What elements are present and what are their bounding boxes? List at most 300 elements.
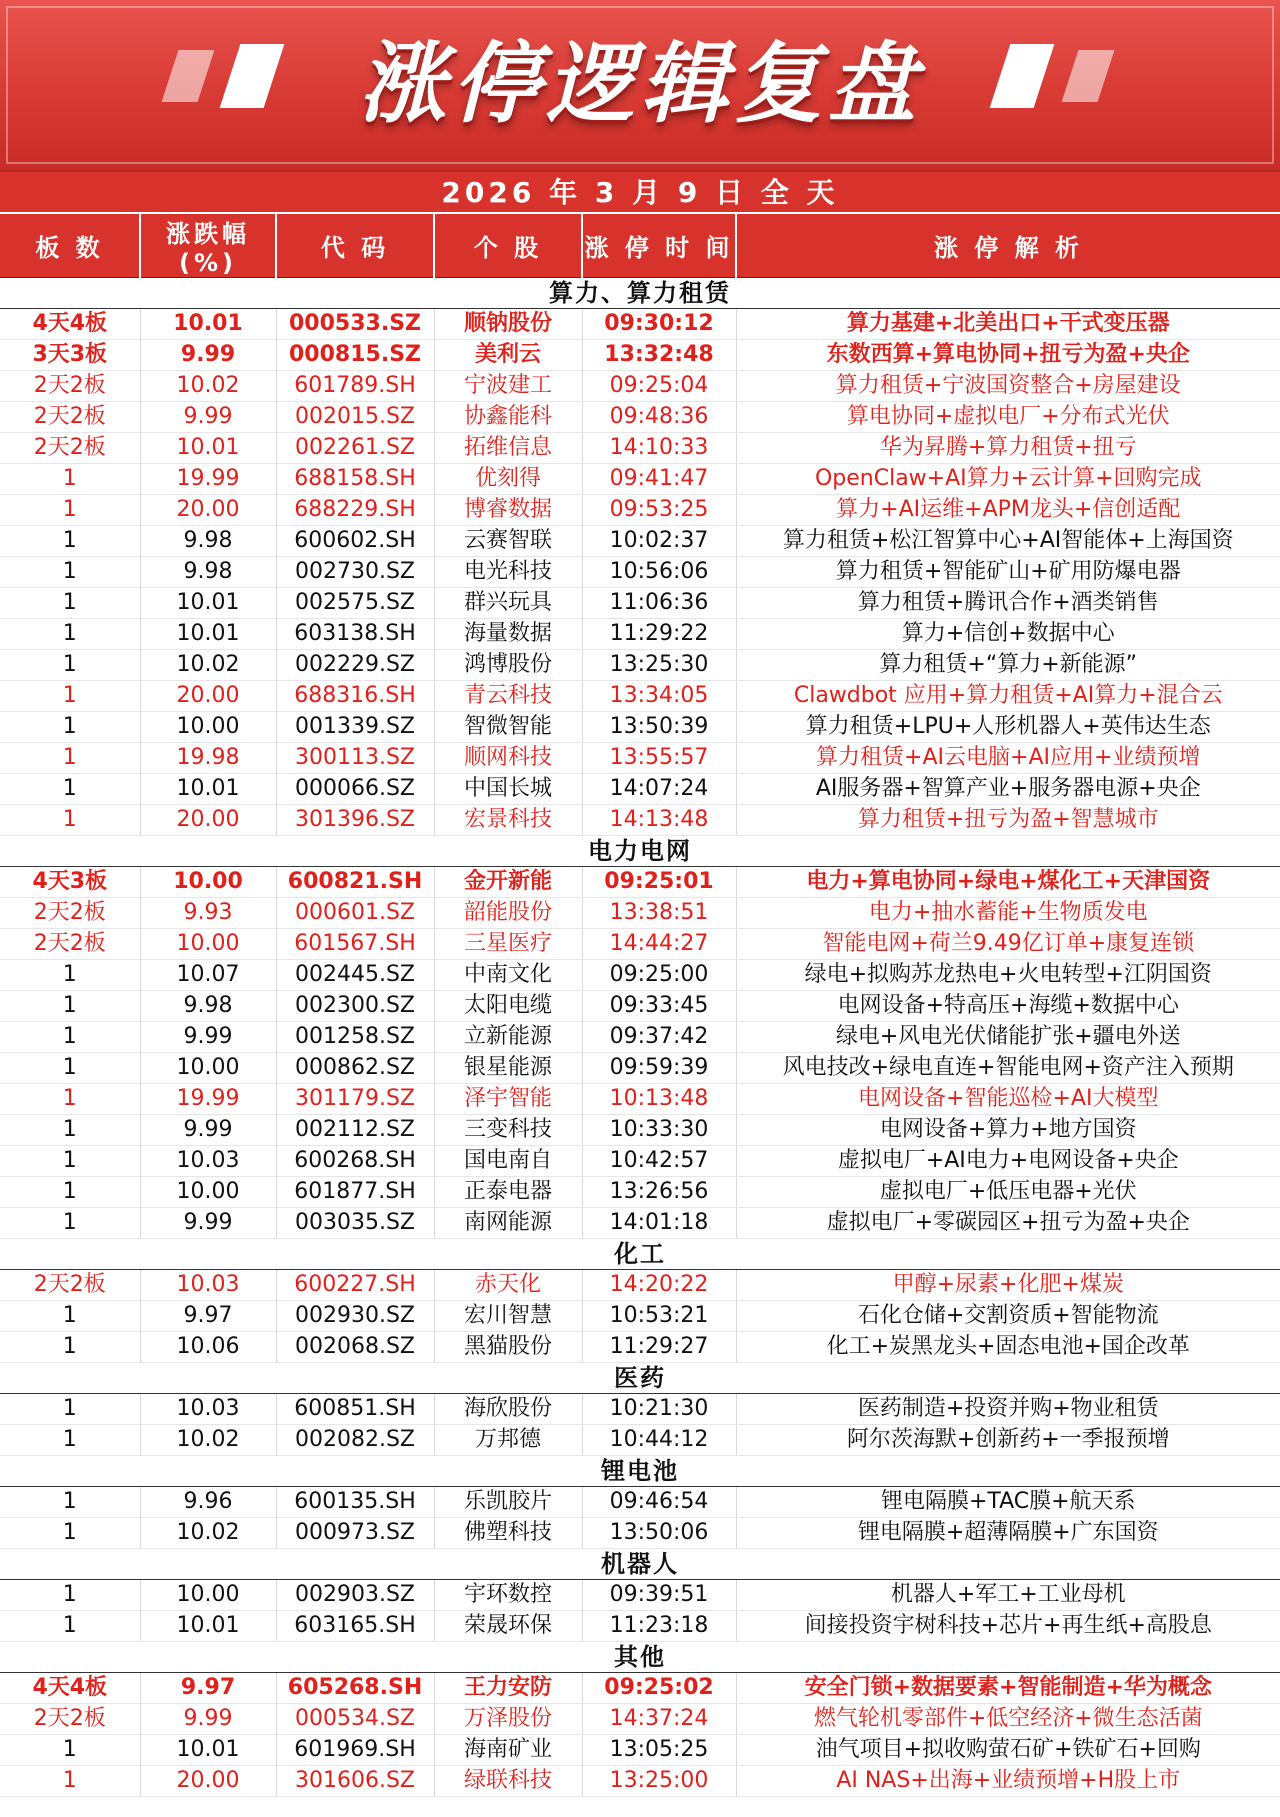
board-count-cell: 2天2板 [0, 929, 140, 960]
board-count-cell: 4天3板 [0, 867, 140, 898]
table-row [0, 588, 1280, 619]
limit-time-cell: 13:25:30 [582, 650, 736, 681]
stock-code-cell: 688158.SH [276, 464, 434, 495]
board-count-cell: 1 [0, 1208, 140, 1239]
header-row [0, 214, 1280, 278]
table-row [0, 1332, 1280, 1363]
board-count-cell: 1 [0, 588, 140, 619]
board-count-cell: 1 [0, 774, 140, 805]
table-row [0, 1487, 1280, 1518]
stock-code-cell: 002112.SZ [276, 1115, 434, 1146]
stock-name-cell: 正泰电器 [434, 1177, 582, 1208]
table-row [0, 1735, 1280, 1766]
stock-code-cell: 000973.SZ [276, 1518, 434, 1549]
stock-name-cell: 王力安防 [434, 1673, 582, 1704]
section-header-row [0, 1456, 1280, 1487]
header-board-count: 板 数 [0, 214, 140, 278]
change-pct-cell: 9.98 [140, 557, 276, 588]
table-row [0, 495, 1280, 526]
stock-name-cell: 三变科技 [434, 1115, 582, 1146]
analysis-cell: 间接投资宇树科技+芯片+再生纸+高股息 [736, 1611, 1280, 1642]
change-pct-cell: 10.00 [140, 712, 276, 743]
table-row [0, 433, 1280, 464]
stock-name-cell: 荣晟环保 [434, 1611, 582, 1642]
analysis-cell: 锂电隔膜+TAC膜+航天系 [736, 1487, 1280, 1518]
stock-name-cell: 美利云 [434, 340, 582, 371]
table-row [0, 650, 1280, 681]
limit-time-cell: 10:33:30 [582, 1115, 736, 1146]
analysis-cell: 化工+炭黑龙头+固态电池+国企改革 [736, 1332, 1280, 1363]
analysis-cell: 算力租赁+LPU+人形机器人+英伟达生态 [736, 712, 1280, 743]
stock-name-cell: 宏景科技 [434, 805, 582, 836]
analysis-cell: 算力租赁+松江智算中心+AI智能体+上海国资 [736, 526, 1280, 557]
change-pct-cell: 10.01 [140, 433, 276, 464]
stock-name-cell: 智微智能 [434, 712, 582, 743]
change-pct-cell: 10.07 [140, 960, 276, 991]
board-count-cell: 1 [0, 1487, 140, 1518]
change-pct-cell: 10.06 [140, 1332, 276, 1363]
analysis-cell: 风电技改+绿电直连+智能电网+资产注入预期 [736, 1053, 1280, 1084]
change-pct-cell: 10.03 [140, 1270, 276, 1301]
change-pct-cell: 10.01 [140, 1611, 276, 1642]
change-pct-cell: 20.00 [140, 1766, 276, 1797]
analysis-cell: 虚拟电厂+AI电力+电网设备+央企 [736, 1146, 1280, 1177]
stock-name-cell: 赤天化 [434, 1270, 582, 1301]
table-row [0, 960, 1280, 991]
stock-name-cell: 乐凯胶片 [434, 1487, 582, 1518]
stock-name-cell: 万邦德 [434, 1425, 582, 1456]
section-header-row [0, 1549, 1280, 1580]
limit-time-cell: 09:25:00 [582, 960, 736, 991]
stock-code-cell: 600135.SH [276, 1487, 434, 1518]
change-pct-cell: 9.99 [140, 1704, 276, 1735]
stock-code-cell: 301179.SZ [276, 1084, 434, 1115]
limit-time-cell: 14:10:33 [582, 433, 736, 464]
stock-name-cell: 鸿博股份 [434, 650, 582, 681]
table-row [0, 681, 1280, 712]
board-count-cell: 1 [0, 1394, 140, 1425]
stock-code-cell: 000534.SZ [276, 1704, 434, 1735]
stock-code-cell: 605268.SH [276, 1673, 434, 1704]
table-row [0, 1704, 1280, 1735]
section-title: 机器人 [0, 1549, 1280, 1580]
change-pct-cell: 20.00 [140, 805, 276, 836]
change-pct-cell: 19.99 [140, 464, 276, 495]
limit-time-cell: 10:42:57 [582, 1146, 736, 1177]
change-pct-cell: 20.00 [140, 681, 276, 712]
header-code: 代 码 [276, 214, 434, 278]
table-row [0, 805, 1280, 836]
table-row [0, 991, 1280, 1022]
limit-time-cell: 14:01:18 [582, 1208, 736, 1239]
table-row [0, 526, 1280, 557]
stock-code-cell: 301396.SZ [276, 805, 434, 836]
stock-name-cell: 博睿数据 [434, 495, 582, 526]
stock-name-cell: 群兴玩具 [434, 588, 582, 619]
table-row [0, 898, 1280, 929]
stock-name-cell: 青云科技 [434, 681, 582, 712]
limit-time-cell: 09:46:54 [582, 1487, 736, 1518]
board-count-cell: 4天4板 [0, 1673, 140, 1704]
stock-name-cell: 海量数据 [434, 619, 582, 650]
stock-name-cell: 宏川智慧 [434, 1301, 582, 1332]
stock-name-cell: 黑猫股份 [434, 1332, 582, 1363]
table-row [0, 1270, 1280, 1301]
stock-name-cell: 佛塑科技 [434, 1518, 582, 1549]
stock-name-cell: 电光科技 [434, 557, 582, 588]
stock-code-cell: 002575.SZ [276, 588, 434, 619]
analysis-cell: 算电协同+虚拟电厂+分布式光伏 [736, 402, 1280, 433]
table-row [0, 464, 1280, 495]
table-row [0, 557, 1280, 588]
stock-code-cell: 000815.SZ [276, 340, 434, 371]
change-pct-cell: 10.01 [140, 588, 276, 619]
table-row [0, 1053, 1280, 1084]
section-header-row [0, 1239, 1280, 1270]
limit-up-table [0, 214, 1280, 1797]
stock-name-cell: 银星能源 [434, 1053, 582, 1084]
section-title: 化工 [0, 1239, 1280, 1270]
limit-time-cell: 10:56:06 [582, 557, 736, 588]
analysis-cell: 绿电+拟购苏龙热电+火电转型+江阴国资 [736, 960, 1280, 991]
limit-time-cell: 14:20:22 [582, 1270, 736, 1301]
change-pct-cell: 10.00 [140, 929, 276, 960]
analysis-cell: 算力基建+北美出口+干式变压器 [736, 309, 1280, 340]
stock-code-cell: 000601.SZ [276, 898, 434, 929]
table-row [0, 1115, 1280, 1146]
analysis-cell: 安全门锁+数据要素+智能制造+华为概念 [736, 1673, 1280, 1704]
board-count-cell: 1 [0, 1766, 140, 1797]
board-count-cell: 1 [0, 1332, 140, 1363]
board-count-cell: 2天2板 [0, 1704, 140, 1735]
change-pct-cell: 10.01 [140, 309, 276, 340]
limit-time-cell: 10:53:21 [582, 1301, 736, 1332]
stock-code-cell: 002930.SZ [276, 1301, 434, 1332]
limit-time-cell: 13:25:00 [582, 1766, 736, 1797]
table-row [0, 1611, 1280, 1642]
analysis-cell: 医药制造+投资并购+物业租赁 [736, 1394, 1280, 1425]
stock-name-cell: 海欣股份 [434, 1394, 582, 1425]
section-title: 电力电网 [0, 836, 1280, 867]
board-count-cell: 1 [0, 1518, 140, 1549]
stock-code-cell: 600821.SH [276, 867, 434, 898]
analysis-cell: 电网设备+智能巡检+AI大模型 [736, 1084, 1280, 1115]
board-count-cell: 2天2板 [0, 371, 140, 402]
limit-time-cell: 09:48:36 [582, 402, 736, 433]
change-pct-cell: 19.99 [140, 1084, 276, 1115]
header-stock: 个 股 [434, 214, 582, 278]
table-row [0, 1425, 1280, 1456]
change-pct-cell: 10.02 [140, 371, 276, 402]
table-row [0, 929, 1280, 960]
limit-time-cell: 14:44:27 [582, 929, 736, 960]
stock-code-cell: 301606.SZ [276, 1766, 434, 1797]
limit-time-cell: 09:25:04 [582, 371, 736, 402]
limit-time-cell: 09:39:51 [582, 1580, 736, 1611]
change-pct-cell: 10.00 [140, 867, 276, 898]
table-row [0, 1518, 1280, 1549]
stock-code-cell: 600602.SH [276, 526, 434, 557]
change-pct-cell: 9.97 [140, 1301, 276, 1332]
change-pct-cell: 10.03 [140, 1146, 276, 1177]
page-title: 涨停逻辑复盘 [357, 32, 922, 135]
change-pct-cell: 19.98 [140, 743, 276, 774]
board-count-cell: 1 [0, 650, 140, 681]
stock-code-cell: 002445.SZ [276, 960, 434, 991]
date-bar: 2026 年 3 月 9 日 全 天 [0, 172, 1280, 214]
change-pct-cell: 10.00 [140, 1053, 276, 1084]
board-count-cell: 1 [0, 1146, 140, 1177]
analysis-cell: 电网设备+特高压+海缆+数据中心 [736, 991, 1280, 1022]
stock-name-cell: 金开新能 [434, 867, 582, 898]
stock-code-cell: 688316.SH [276, 681, 434, 712]
limit-time-cell: 14:07:24 [582, 774, 736, 805]
stock-code-cell: 000862.SZ [276, 1053, 434, 1084]
stock-name-cell: 国电南自 [434, 1146, 582, 1177]
stock-name-cell: 中国长城 [434, 774, 582, 805]
limit-time-cell: 09:25:01 [582, 867, 736, 898]
board-count-cell: 1 [0, 526, 140, 557]
analysis-cell: 油气项目+拟收购萤石矿+铁矿石+回购 [736, 1735, 1280, 1766]
change-pct-cell: 9.99 [140, 1208, 276, 1239]
table-row [0, 309, 1280, 340]
limit-time-cell: 11:23:18 [582, 1611, 736, 1642]
change-pct-cell: 9.99 [140, 340, 276, 371]
table-row [0, 1766, 1280, 1797]
table-row [0, 1673, 1280, 1704]
stock-code-cell: 600227.SH [276, 1270, 434, 1301]
analysis-cell: 燃气轮机零部件+低空经济+微生态活菌 [736, 1704, 1280, 1735]
analysis-cell: 算力租赁+腾讯合作+酒类销售 [736, 588, 1280, 619]
section-header-row [0, 278, 1280, 309]
analysis-cell: AI NAS+出海+业绩预增+H股上市 [736, 1766, 1280, 1797]
stock-name-cell: 拓维信息 [434, 433, 582, 464]
limit-time-cell: 09:33:45 [582, 991, 736, 1022]
board-count-cell: 1 [0, 991, 140, 1022]
change-pct-cell: 9.99 [140, 402, 276, 433]
change-pct-cell: 9.93 [140, 898, 276, 929]
analysis-cell: 算力租赁+宁波国资整合+房屋建设 [736, 371, 1280, 402]
stock-name-cell: 泽宇智能 [434, 1084, 582, 1115]
stock-name-cell: 三星医疗 [434, 929, 582, 960]
stock-code-cell: 002730.SZ [276, 557, 434, 588]
limit-time-cell: 09:25:02 [582, 1673, 736, 1704]
board-count-cell: 1 [0, 1580, 140, 1611]
table-row [0, 1146, 1280, 1177]
stock-code-cell: 601567.SH [276, 929, 434, 960]
limit-time-cell: 11:29:27 [582, 1332, 736, 1363]
table-row [0, 1084, 1280, 1115]
change-pct-cell: 9.96 [140, 1487, 276, 1518]
table-row [0, 712, 1280, 743]
stock-name-cell: 宁波建工 [434, 371, 582, 402]
limit-time-cell: 10:02:37 [582, 526, 736, 557]
board-count-cell: 1 [0, 557, 140, 588]
table-row [0, 1301, 1280, 1332]
stock-code-cell: 002261.SZ [276, 433, 434, 464]
table-row [0, 1208, 1280, 1239]
section-title: 锂电池 [0, 1456, 1280, 1487]
stock-name-cell: 海南矿业 [434, 1735, 582, 1766]
limit-time-cell: 13:50:06 [582, 1518, 736, 1549]
limit-time-cell: 13:05:25 [582, 1735, 736, 1766]
change-pct-cell: 10.01 [140, 619, 276, 650]
stock-name-cell: 太阳电缆 [434, 991, 582, 1022]
stock-code-cell: 601877.SH [276, 1177, 434, 1208]
analysis-cell: 阿尔茨海默+创新药+一季报预增 [736, 1425, 1280, 1456]
change-pct-cell: 9.98 [140, 991, 276, 1022]
board-count-cell: 2天2板 [0, 433, 140, 464]
limit-time-cell: 09:30:12 [582, 309, 736, 340]
analysis-cell: 机器人+军工+工业母机 [736, 1580, 1280, 1611]
analysis-cell: OpenClaw+AI算力+云计算+回购完成 [736, 464, 1280, 495]
stock-name-cell: 优刻得 [434, 464, 582, 495]
change-pct-cell: 9.99 [140, 1115, 276, 1146]
table-body [0, 278, 1280, 1797]
table-row [0, 743, 1280, 774]
limit-time-cell: 13:32:48 [582, 340, 736, 371]
table-row [0, 619, 1280, 650]
stock-code-cell: 600851.SH [276, 1394, 434, 1425]
stock-code-cell: 002015.SZ [276, 402, 434, 433]
limit-time-cell: 10:13:48 [582, 1084, 736, 1115]
stock-code-cell: 002903.SZ [276, 1580, 434, 1611]
board-count-cell: 1 [0, 1735, 140, 1766]
stock-code-cell: 001339.SZ [276, 712, 434, 743]
section-title: 其他 [0, 1642, 1280, 1673]
limit-time-cell: 11:06:36 [582, 588, 736, 619]
change-pct-cell: 9.98 [140, 526, 276, 557]
board-count-cell: 1 [0, 1611, 140, 1642]
analysis-cell: 绿电+风电光伏储能扩张+疆电外送 [736, 1022, 1280, 1053]
stock-code-cell: 603138.SH [276, 619, 434, 650]
limit-time-cell: 13:26:56 [582, 1177, 736, 1208]
table-row [0, 1394, 1280, 1425]
table-row [0, 867, 1280, 898]
table-row [0, 1022, 1280, 1053]
stock-code-cell: 000066.SZ [276, 774, 434, 805]
analysis-cell: 石化仓储+交割资质+智能物流 [736, 1301, 1280, 1332]
change-pct-cell: 10.01 [140, 774, 276, 805]
table-row [0, 340, 1280, 371]
board-count-cell: 1 [0, 1115, 140, 1146]
analysis-cell: 甲醇+尿素+化肥+煤炭 [736, 1270, 1280, 1301]
stock-code-cell: 601969.SH [276, 1735, 434, 1766]
change-pct-cell: 20.00 [140, 495, 276, 526]
stock-name-cell: 云赛智联 [434, 526, 582, 557]
table-row [0, 774, 1280, 805]
stock-name-cell: 中南文化 [434, 960, 582, 991]
analysis-cell: 虚拟电厂+零碳园区+扭亏为盈+央企 [736, 1208, 1280, 1239]
stock-name-cell: 韶能股份 [434, 898, 582, 929]
change-pct-cell: 10.02 [140, 1425, 276, 1456]
limit-time-cell: 11:29:22 [582, 619, 736, 650]
limit-time-cell: 10:21:30 [582, 1394, 736, 1425]
board-count-cell: 3天3板 [0, 340, 140, 371]
change-pct-cell: 10.00 [140, 1580, 276, 1611]
board-count-cell: 2天2板 [0, 402, 140, 433]
stock-code-cell: 002300.SZ [276, 991, 434, 1022]
change-pct-cell: 10.02 [140, 650, 276, 681]
limit-time-cell: 13:38:51 [582, 898, 736, 929]
section-title: 算力、算力租赁 [0, 278, 1280, 309]
section-title: 医药 [0, 1363, 1280, 1394]
limit-time-cell: 13:34:05 [582, 681, 736, 712]
stock-code-cell: 603165.SH [276, 1611, 434, 1642]
stock-name-cell: 顺网科技 [434, 743, 582, 774]
section-header-row [0, 1363, 1280, 1394]
change-pct-cell: 9.99 [140, 1022, 276, 1053]
title-banner [0, 0, 1280, 172]
board-count-cell: 1 [0, 712, 140, 743]
stock-code-cell: 601789.SH [276, 371, 434, 402]
limit-time-cell: 14:37:24 [582, 1704, 736, 1735]
stock-name-cell: 南网能源 [434, 1208, 582, 1239]
change-pct-cell: 10.00 [140, 1177, 276, 1208]
board-count-cell: 1 [0, 1425, 140, 1456]
analysis-cell: 华为昇腾+算力租赁+扭亏 [736, 433, 1280, 464]
stock-code-cell: 002082.SZ [276, 1425, 434, 1456]
change-pct-cell: 10.02 [140, 1518, 276, 1549]
analysis-cell: AI服务器+智算产业+服务器电源+央企 [736, 774, 1280, 805]
stock-name-cell: 宇环数控 [434, 1580, 582, 1611]
stock-name-cell: 绿联科技 [434, 1766, 582, 1797]
board-count-cell: 1 [0, 805, 140, 836]
analysis-cell: 算力租赁+AI云电脑+AI应用+业绩预增 [736, 743, 1280, 774]
board-count-cell: 1 [0, 1301, 140, 1332]
board-count-cell: 1 [0, 1022, 140, 1053]
board-count-cell: 1 [0, 1177, 140, 1208]
table-row [0, 1580, 1280, 1611]
stock-code-cell: 688229.SH [276, 495, 434, 526]
board-count-cell: 1 [0, 619, 140, 650]
stock-code-cell: 003035.SZ [276, 1208, 434, 1239]
board-count-cell: 1 [0, 681, 140, 712]
stock-name-cell: 万泽股份 [434, 1704, 582, 1735]
change-pct-cell: 10.01 [140, 1735, 276, 1766]
analysis-cell: 电网设备+算力+地方国资 [736, 1115, 1280, 1146]
header-change-pct: 涨跌幅(%) [140, 214, 276, 278]
analysis-cell: 算力租赁+扭亏为盈+智慧城市 [736, 805, 1280, 836]
analysis-cell: Clawdbot 应用+算力租赁+AI算力+混合云 [736, 681, 1280, 712]
table-row [0, 371, 1280, 402]
stock-code-cell: 002068.SZ [276, 1332, 434, 1363]
board-count-cell: 1 [0, 743, 140, 774]
board-count-cell: 2天2板 [0, 898, 140, 929]
limit-time-cell: 09:53:25 [582, 495, 736, 526]
limit-time-cell: 10:44:12 [582, 1425, 736, 1456]
board-count-cell: 1 [0, 1053, 140, 1084]
stock-name-cell: 顺钠股份 [434, 309, 582, 340]
change-pct-cell: 9.97 [140, 1673, 276, 1704]
analysis-cell: 智能电网+荷兰9.49亿订单+康复连锁 [736, 929, 1280, 960]
limit-time-cell: 09:41:47 [582, 464, 736, 495]
table-row [0, 402, 1280, 433]
stock-code-cell: 001258.SZ [276, 1022, 434, 1053]
stock-code-cell: 600268.SH [276, 1146, 434, 1177]
stock-code-cell: 002229.SZ [276, 650, 434, 681]
analysis-cell: 虚拟电厂+低压电器+光伏 [736, 1177, 1280, 1208]
stock-name-cell: 立新能源 [434, 1022, 582, 1053]
board-count-cell: 1 [0, 495, 140, 526]
analysis-cell: 东数西算+算电协同+扭亏为盈+央企 [736, 340, 1280, 371]
analysis-cell: 算力租赁+“算力+新能源” [736, 650, 1280, 681]
limit-time-cell: 14:13:48 [582, 805, 736, 836]
section-header-row [0, 836, 1280, 867]
header-analysis: 涨 停 解 析 [736, 214, 1280, 278]
stock-code-cell: 300113.SZ [276, 743, 434, 774]
table-row [0, 1177, 1280, 1208]
